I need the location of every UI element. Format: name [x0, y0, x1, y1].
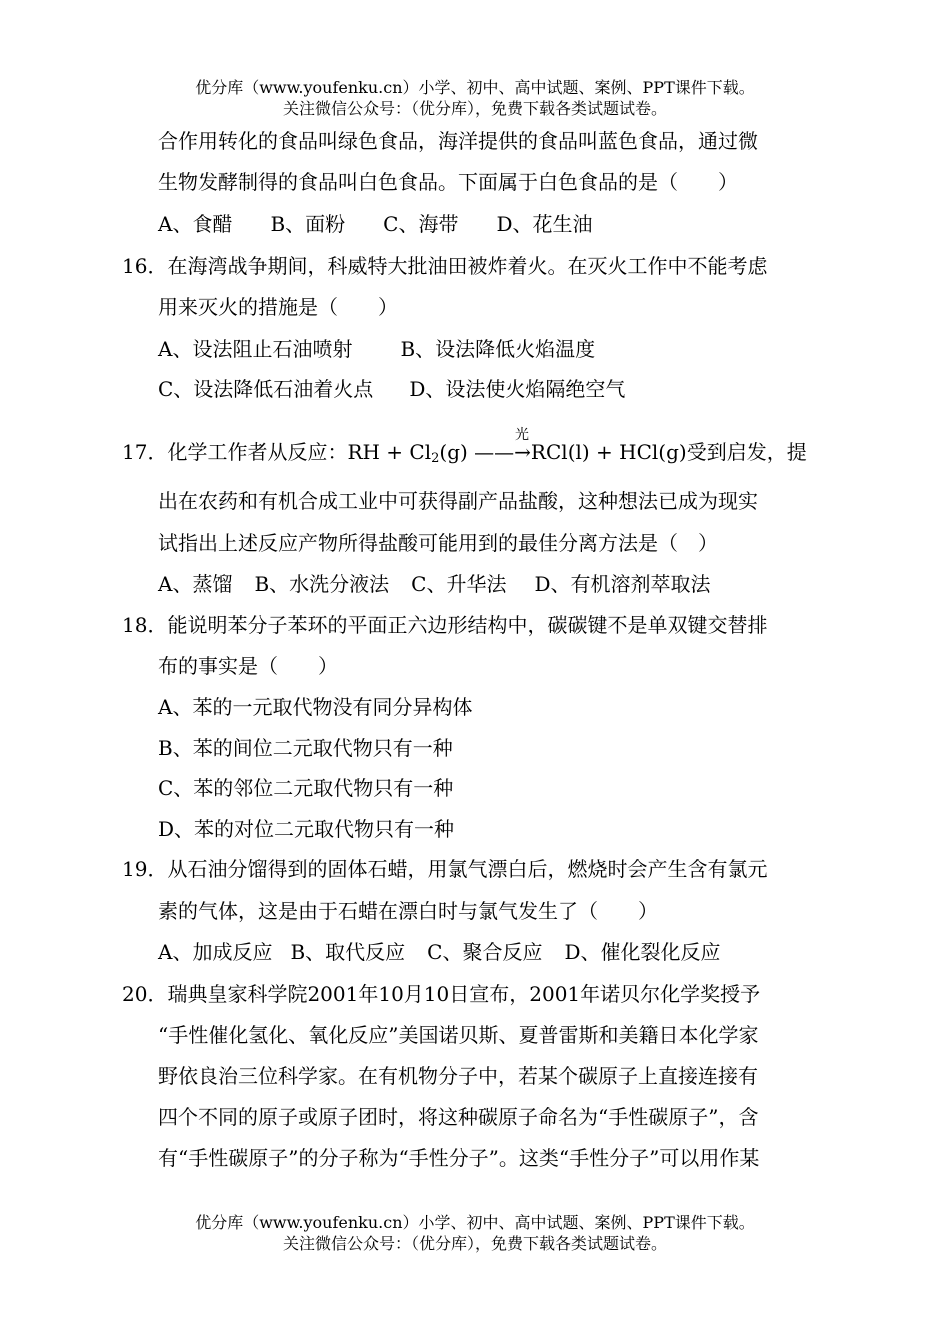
q17-line1-pre: 17．化学工作者从反应：RH + Cl — [122, 440, 432, 464]
q15-option-c: C、海带 — [383, 212, 459, 236]
q20-text-line-4: 四个不同的原子或原子团时，将这种碳原子命名为“手性碳原子”，含 — [158, 1105, 759, 1129]
q17-text-line-2: 出在农药和有机合成工业中可获得副产品盐酸，这种想法已成为现实 — [158, 489, 758, 513]
q17-line1-rest: (g) ——→RCl(l) + HCl(g)受到启发，提 — [439, 440, 807, 464]
q19-options — [158, 940, 721, 964]
footer-line-1: 优分库（www.youfenku.cn）小学、初中、高中试题、案例、PPT课件下载。 — [195, 1213, 755, 1232]
q17-option-c: C、升华法 — [411, 572, 507, 596]
q16-option-b: B、设法降低火焰温度 — [400, 337, 596, 361]
q19-option-b: B、取代反应 — [290, 940, 406, 964]
q19-text-line-2: 素的气体，这是由于石蜡在漂白时与氯气发生了（ ） — [158, 899, 658, 923]
q18-option-c: C、苯的邻位二元取代物只有一种 — [158, 776, 454, 800]
q20-text-line-3: 野依良治三位科学家。在有机物分子中，若某个碳原子上直接连接有 — [158, 1064, 758, 1088]
q20-text-line-2: “手性催化氢化、氧化反应”美国诺贝斯、夏普雷斯和美籍日本化学家 — [158, 1023, 759, 1047]
q19-option-c: C、聚合反应 — [427, 940, 543, 964]
reaction-condition-light: 光 — [515, 427, 529, 443]
q16-options-row-1 — [158, 337, 595, 361]
q19-text-line-1: 19．从石油分馏得到的固体石蜡，用氯气漂白后，燃烧时会产生含有氯元 — [122, 857, 768, 881]
q17-text-line-1 — [122, 440, 807, 464]
q19-option-a: A、加成反应 — [158, 940, 273, 964]
q15-text-line-1: 合作用转化的食品叫绿色食品，海洋提供的食品叫蓝色食品，通过微 — [158, 129, 758, 153]
q18-text-line-2: 布的事实是（ ） — [158, 654, 338, 678]
page-header — [0, 77, 950, 119]
q15-option-b: B、面粉 — [270, 212, 346, 236]
q17-option-a: A、蒸馏 — [158, 572, 233, 596]
q15-options — [158, 212, 593, 236]
q15-text-line-2: 生物发酵制得的食品叫白色食品。下面属于白色食品的是（ ） — [158, 170, 738, 194]
q17-subscript-2: 2 — [431, 451, 440, 466]
footer-line-2: 关注微信公众号：（优分库），免费下载各类试题试卷。 — [282, 1234, 667, 1253]
q15-option-a: A、食醋 — [158, 212, 233, 236]
q17-option-b: B、水洗分液法 — [254, 572, 390, 596]
q17-option-d: D、有机溶剂萃取法 — [534, 572, 711, 596]
header-line-2: 关注微信公众号：（优分库），免费下载各类试题试卷。 — [282, 99, 667, 118]
q18-option-d: D、苯的对位二元取代物只有一种 — [158, 817, 455, 841]
q17-options — [158, 572, 711, 596]
q16-text-line-2: 用来灭火的措施是（ ） — [158, 295, 398, 319]
q18-text-line-1: 18．能说明苯分子苯环的平面正六边形结构中，碳碳键不是单双键交替排 — [122, 613, 768, 637]
header-line-1: 优分库（www.youfenku.cn）小学、初中、高中试题、案例、PPT课件下载。 — [195, 78, 755, 97]
q15-option-d: D、花生油 — [496, 212, 593, 236]
q16-options-row-2 — [158, 377, 625, 401]
q18-option-a: A、苯的一元取代物没有同分异构体 — [158, 695, 473, 719]
page-footer — [0, 1212, 950, 1254]
q18-option-b: B、苯的间位二元取代物只有一种 — [158, 736, 453, 760]
q19-option-d: D、催化裂化反应 — [564, 940, 721, 964]
q16-option-d: D、设法使火焰隔绝空气 — [409, 377, 626, 401]
q16-option-a: A、设法阻止石油喷射 — [158, 337, 353, 361]
q20-text-line-1: 20．瑞典皇家科学院2001年10月10日宣布，2001年诺贝尔化学奖授予 — [122, 982, 761, 1006]
q17-text-line-3: 试指出上述反应产物所得盐酸可能用到的最佳分离方法是（ ） — [158, 531, 718, 555]
q20-text-line-5: 有“手性碳原子”的分子称为“手性分子”。这类“手性分子”可以用作某 — [158, 1146, 760, 1170]
q16-option-c: C、设法降低石油着火点 — [158, 377, 374, 401]
q16-text-line-1: 16．在海湾战争期间，科威特大批油田被炸着火。在灭火工作中不能考虑 — [122, 254, 768, 278]
